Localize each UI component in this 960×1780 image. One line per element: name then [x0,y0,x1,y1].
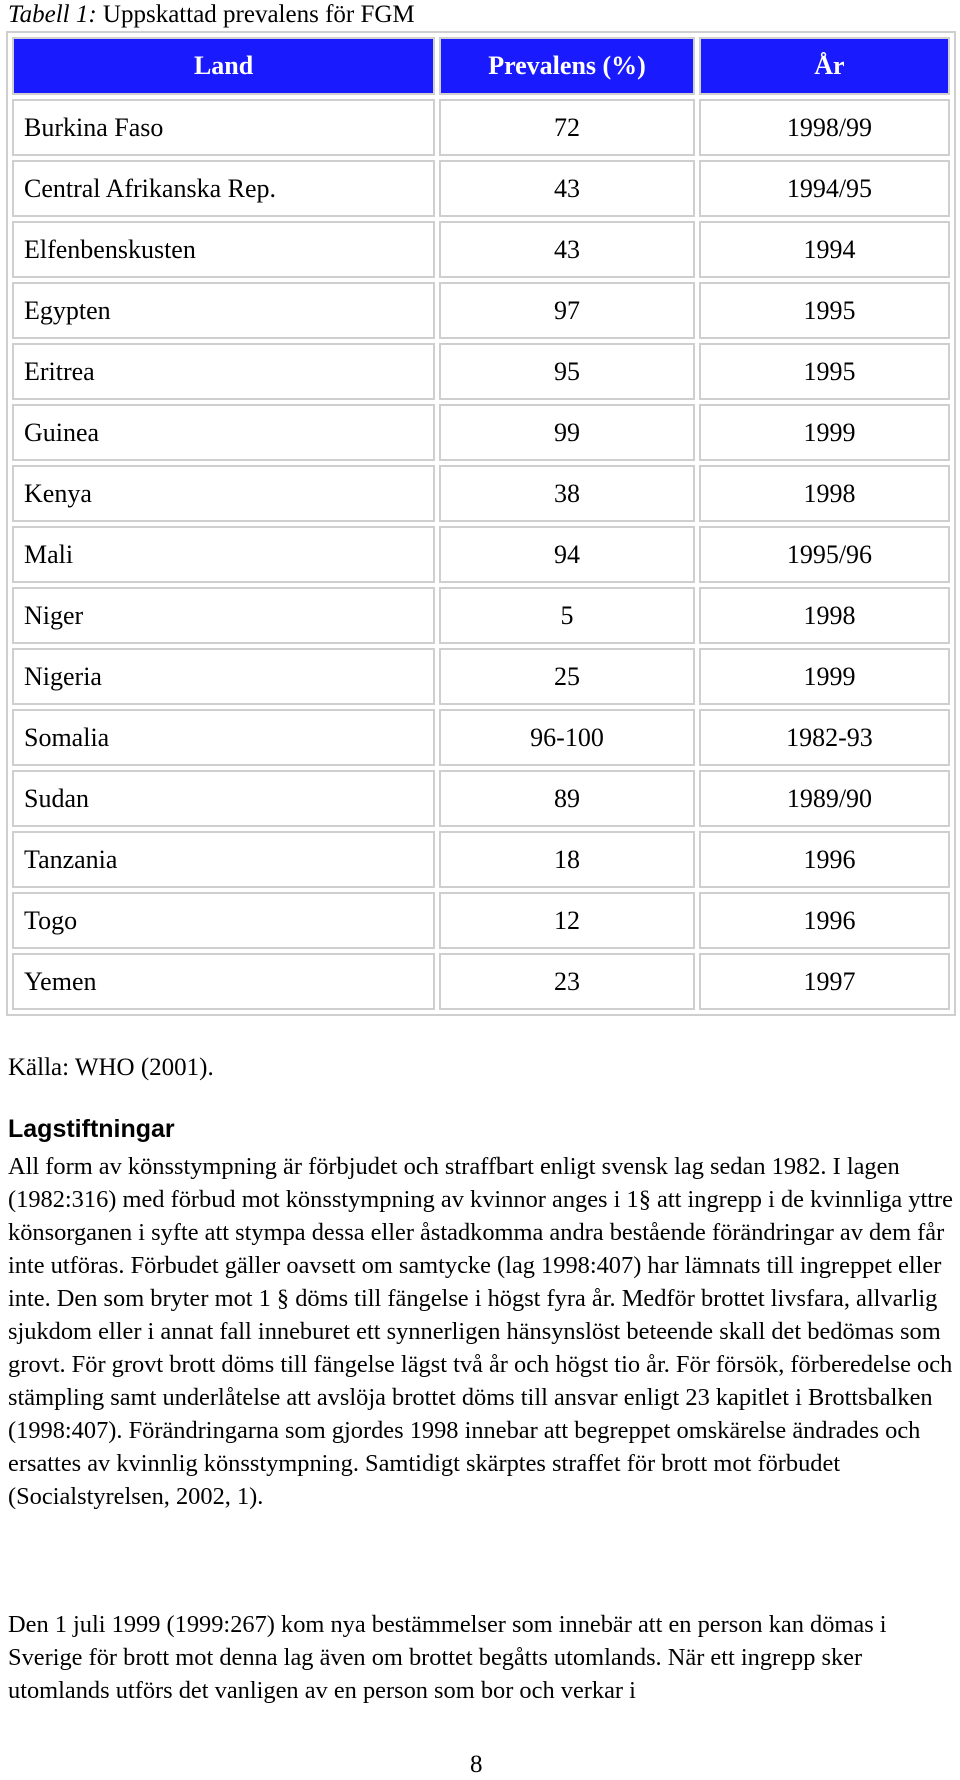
cell-prevalens: 23 [439,953,695,1010]
cell-ar: 1999 [699,404,950,461]
cell-land: Burkina Faso [12,99,435,156]
table-caption [8,0,415,30]
cell-ar: 1982-93 [699,709,950,766]
cell-ar: 1997 [699,953,950,1010]
cell-prevalens: 72 [439,99,695,156]
cell-ar: 1998 [699,587,950,644]
cell-land: Somalia [12,709,435,766]
cell-ar: 1989/90 [699,770,950,827]
cell-land: Sudan [12,770,435,827]
cell-land: Nigeria [12,648,435,705]
table-row [12,282,950,339]
cell-land: Togo [12,892,435,949]
cell-prevalens: 25 [439,648,695,705]
paragraph-lagstiftning: All form av könsstympning är förbjudet och straffbart enligt svensk lag sedan 1982. I lagen (1982:316) med förbud mot könsstympning av kvinnor anges i 1§ att ingrepp i de kvinnliga yttre könsorganen i syfte att stympa dessa eller åstadkomma andra bestående förändringar av dem får inte utföras. Förbudet gäller oavsett om samtycke (lag 1998:407) har lämnats till ingreppet eller inte. Den som bryter mot 1 § döms till fängelse i högst fyra år. Medför brottet livsfara, allvarlig sjukdom eller i annat fall inneburet ett synnerligen hänsynslöst beteende skall det bedömas som grovt. För grovt brott döms till fängelse lägst två år och högst tio år. För försök, förberedelse och stämpling samt underlåtelse att avslöja brottet döms till ansvar enligt 23 kapitlet i Brottsbalken (1998:407). Förändringarna som gjordes 1998 innebar att begreppet omskärelse ändrades och ersattes av kvinnlig könsstympning. Samtidigt skärptes straffet för brott mot förbudet (Socialstyrelsen, 2002, 1). [8,1153,953,1510]
section-heading: Lagstiftningar [8,1115,175,1143]
table-row [12,404,950,461]
cell-land: Tanzania [12,831,435,888]
cell-land: Egypten [12,282,435,339]
cell-land: Mali [12,526,435,583]
cell-prevalens: 18 [439,831,695,888]
cell-prevalens: 94 [439,526,695,583]
table-row [12,343,950,400]
cell-ar: 1996 [699,892,950,949]
cell-ar: 1995 [699,343,950,400]
cell-prevalens: 96-100 [439,709,695,766]
table-row [12,953,950,1010]
cell-prevalens: 97 [439,282,695,339]
table-row [12,526,950,583]
table-row [12,709,950,766]
cell-prevalens: 43 [439,160,695,217]
cell-prevalens: 43 [439,221,695,278]
header-ar: År [699,37,950,95]
cell-ar: 1994 [699,221,950,278]
table-row [12,831,950,888]
paragraph-utomlands: Den 1 juli 1999 (1999:267) kom nya bestämmelser som innebär att en person kan dömas i Sverige för brott mot denna lag även om brottet begåtts utomlands. När ett ingrepp sker utomlands utförs det vanligen av en person som bor och verkar i [8,1611,887,1704]
cell-land: Elfenbenskusten [12,221,435,278]
header-prevalens: Prevalens (%) [439,37,695,95]
header-land: Land [12,37,435,95]
cell-land: Yemen [12,953,435,1010]
cell-ar: 1996 [699,831,950,888]
cell-ar: 1999 [699,648,950,705]
cell-ar: 1995/96 [699,526,950,583]
cell-prevalens: 89 [439,770,695,827]
cell-ar: 1994/95 [699,160,950,217]
table-row [12,99,950,156]
caption-label: Tabell 1: [8,1,97,28]
cell-land: Guinea [12,404,435,461]
cell-ar: 1995 [699,282,950,339]
table-row [12,221,950,278]
table-row [12,465,950,522]
cell-prevalens: 5 [439,587,695,644]
cell-land: Niger [12,587,435,644]
cell-prevalens: 95 [439,343,695,400]
table-row [12,892,950,949]
caption-text: Uppskattad prevalens för FGM [102,1,415,28]
table-header-row [12,37,950,95]
table-row [12,160,950,217]
cell-prevalens: 12 [439,892,695,949]
cell-ar: 1998/99 [699,99,950,156]
cell-prevalens: 38 [439,465,695,522]
cell-prevalens: 99 [439,404,695,461]
table-source: Källa: WHO (2001). [8,1054,214,1081]
table-row [12,648,950,705]
cell-land: Kenya [12,465,435,522]
table-row [12,770,950,827]
cell-land: Eritrea [12,343,435,400]
page-number: 8 [470,1751,483,1778]
cell-land: Central Afrikanska Rep. [12,160,435,217]
prevalence-table [6,31,956,1016]
cell-ar: 1998 [699,465,950,522]
table-row [12,587,950,644]
